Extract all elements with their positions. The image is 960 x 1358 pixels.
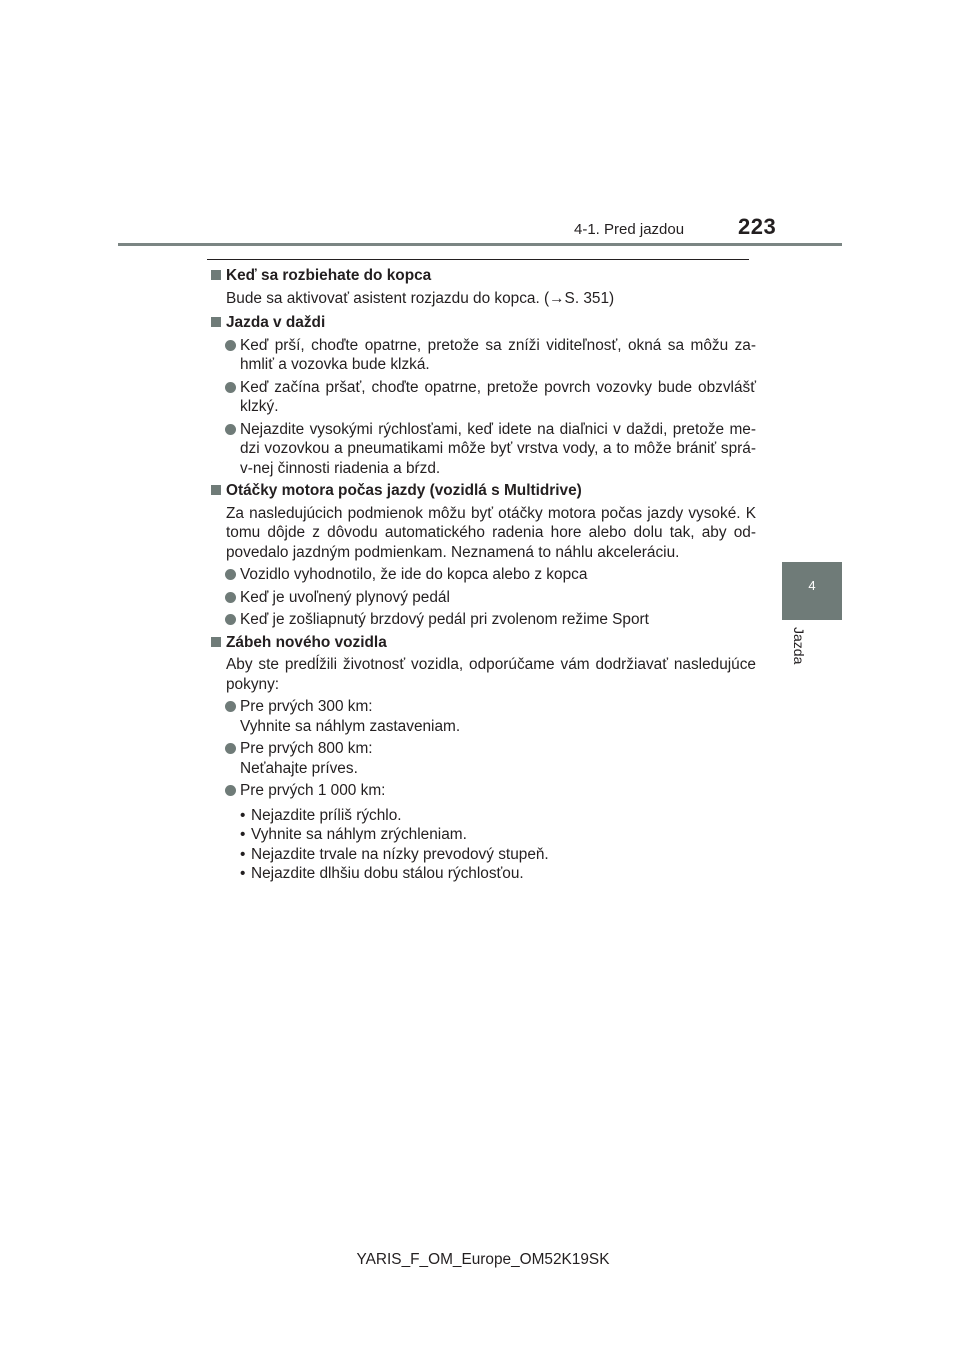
chapter-number: 4	[808, 578, 816, 593]
section-rain-driving	[210, 313, 756, 478]
content-divider	[207, 259, 749, 260]
section-title: Jazda v daždi	[210, 313, 756, 333]
list-item: Pre prvých 300 km: Vyhnite sa náhlym zastaveniam.	[210, 697, 756, 736]
document-code: YARIS_F_OM_Europe_OM52K19SK	[356, 1251, 610, 1268]
circle-bullet-icon	[225, 785, 236, 796]
list-item: Vozidlo vyhodnotilo, že ide do kopca alebo z kopca	[210, 565, 756, 585]
list-item: Keď prší, choďte opatrne, pretože sa zníži viditeľnosť, okná sa môžu za-hmliť a vozovka bude klzká.	[210, 336, 756, 375]
list-item: Keď začína pršať, choďte opatrne, pretože povrch vozovky bude obzvlášť klzký.	[210, 378, 756, 417]
section-title: Keď sa rozbiehate do kopca	[210, 266, 756, 286]
section-text: Aby ste predĺžili životnosť vozidla, odporúčame vám dodržiavať nasledujúce pokyny:	[226, 656, 756, 693]
square-bullet-icon	[211, 270, 221, 280]
list-item: Keď je zošliapnutý brzdový pedál pri zvolenom režime Sport	[210, 610, 756, 630]
circle-bullet-icon	[225, 382, 236, 393]
square-bullet-icon	[211, 317, 221, 327]
section-text: Bude sa aktivovať asistent rozjazdu do kopca. (→S. 351)	[226, 289, 615, 307]
chapter-label	[791, 627, 811, 687]
list-item: Pre prvých 1 000 km:	[210, 781, 756, 801]
sub-list-item: • Vyhnite sa náhlym zrýchleniam.	[240, 826, 467, 843]
section-title: Zábeh nového vozidla	[210, 633, 756, 653]
list-item: Nejazdite vysokými rýchlosťami, keď idete na diaľnici v daždi, pretože me-dzi vozovkou a pneumatikami môže byť vrstva vody, a to môže brániť správ-nej činnosti riadenia a bŕzd.	[210, 420, 756, 479]
chapter-tab[interactable]	[782, 562, 842, 620]
chapter-label-text: Jazda	[791, 627, 807, 665]
circle-bullet-icon	[225, 743, 236, 754]
list-item: Keď je uvoľnený plynový pedál	[210, 588, 756, 608]
page-content	[210, 266, 756, 884]
sub-list-item: • Nejazdite dlhšiu dobu stálou rýchlosťou.	[240, 865, 524, 882]
page-number: 223	[738, 214, 777, 239]
page-footer	[0, 1251, 960, 1269]
section-text: Za nasledujúcich podmienok môžu byť otáčky motora počas jazdy vysoké. K tomu dôjde z dôvodu automatického radenia hore alebo dolu tak, aby od-povedalo jazdným podmienkam. Neznamená to náhlu akceleráciu.	[226, 504, 756, 561]
circle-bullet-icon	[225, 569, 236, 580]
section-hill-start	[210, 266, 756, 308]
square-bullet-icon	[211, 485, 221, 495]
header-divider	[118, 243, 842, 246]
section-title: Otáčky motora počas jazdy (vozidlá s Multidrive)	[210, 481, 756, 501]
section-break-in	[210, 633, 756, 884]
circle-bullet-icon	[225, 614, 236, 625]
square-bullet-icon	[211, 637, 221, 647]
sub-list-item: • Nejazdite trvale na nízky prevodový stupeň.	[240, 845, 549, 863]
section-engine-speed	[210, 481, 756, 630]
sub-list-item: • Nejazdite príliš rýchlo.	[240, 806, 402, 824]
header-section-title: 4-1. Pred jazdou	[574, 221, 685, 238]
circle-bullet-icon	[225, 340, 236, 351]
circle-bullet-icon	[225, 701, 236, 712]
circle-bullet-icon	[225, 592, 236, 603]
circle-bullet-icon	[225, 424, 236, 435]
list-item: Pre prvých 800 km: Neťahajte príves.	[210, 739, 756, 778]
